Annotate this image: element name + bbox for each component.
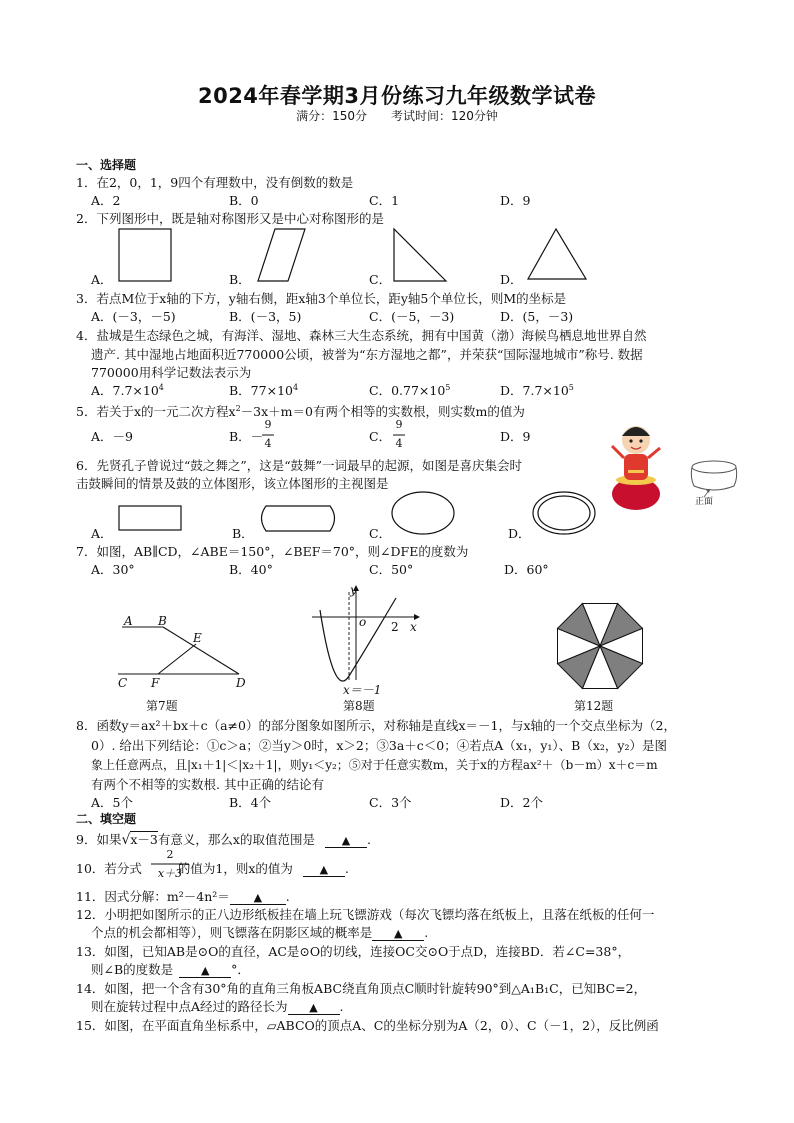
fig7-label-c: C <box>118 676 128 690</box>
q5-c-numerator: 9 <box>395 418 403 431</box>
q4-option-b: B．$77\times 10^4$ <box>229 382 299 398</box>
exam-info: 满分：150分 考试时间：120分钟 <box>296 109 498 123</box>
fig7-label-d: D <box>236 676 246 690</box>
q6-option-c: C． <box>369 526 392 541</box>
q14-answer-blank[interactable]: ▲ <box>288 1001 340 1015</box>
question-4-line-2: 遗产. 其中湿地占地面积近770000公顷，被誉为“东方湿地之都”，并荣获“国际湿地城市”称号. 数据 <box>91 347 643 362</box>
q8-option-d: D．2个 <box>500 795 543 810</box>
q10-answer-blank[interactable]: ▲ <box>303 863 345 877</box>
q1-option-b: B．0 <box>229 193 259 208</box>
page-title: 2024年春学期3月份练习九年级数学试卷 <box>197 84 597 108</box>
question-14-line-1: 14．如图，把一个含有30°角的直角三角板ABC绕直角顶点C顺时针旋转90°到△A₁B₁C，已知BC=2， <box>76 981 647 996</box>
q7-option-c: C．50° <box>369 562 414 577</box>
front-view-label: 正面 <box>695 497 714 507</box>
q2-option-b: B． <box>229 272 251 287</box>
q2-option-c: C． <box>369 272 392 287</box>
question-4-line-3: 770000用科学记数法表示为 <box>91 365 252 380</box>
q4-option-c: C．$0.77\times 10^5$ <box>369 382 451 398</box>
fig7-label-f: F <box>151 676 160 690</box>
q1-option-a: A．2 <box>91 193 121 208</box>
question-12-line-1: 12．小明把如图所示的正八边形纸板挂在墙上玩飞镖游戏（每次飞镖均落在纸板上，且落在纸板的任何一 <box>76 907 655 922</box>
q12-answer-blank[interactable]: ▲ <box>372 927 424 941</box>
q6-option-b: B． <box>232 526 254 541</box>
fig8-label-2: 2 <box>391 620 399 634</box>
q10-denominator: x＋3 <box>157 867 183 880</box>
question-10: 10．若分式 的值为1，则x的值为 ▲ . <box>76 861 349 876</box>
q3-option-d: D．(5，－3) <box>500 309 574 324</box>
q13-answer-blank[interactable]: ▲ <box>179 964 231 978</box>
q8-option-a: A．5个 <box>91 795 133 810</box>
q7-option-a: A．30° <box>91 562 135 577</box>
question-11: 11．因式分解：m²－4n²＝ ▲ . <box>76 889 290 904</box>
q10-numerator: 2 <box>166 848 174 861</box>
fig7-label-b: B <box>158 614 167 628</box>
q8-option-b: B．4个 <box>229 795 272 810</box>
fig8-axis-label: x＝－1 <box>343 683 382 697</box>
q6-option-d: D． <box>508 526 531 541</box>
q2-option-a: A． <box>91 272 113 287</box>
fig7-label-e: E <box>193 631 202 645</box>
q3-option-a: A．(－3，－5) <box>91 309 176 324</box>
q8-option-c: C．3个 <box>369 795 412 810</box>
section-choice-title: 一、选择题 <box>76 158 137 172</box>
fig8-label-o: o <box>359 615 367 629</box>
question-15: 15．如图，在平面直角坐标系中，▱ABCO的顶点A、C的坐标分别为A（2，0）、C（－1，2），反比例函 <box>76 1018 659 1033</box>
q5-option-c: C． <box>369 429 392 444</box>
q9-answer-blank[interactable]: ▲ <box>325 834 367 848</box>
q3-option-b: B．(－3，5) <box>229 309 302 324</box>
q4-option-d: D．$7.7\times 10^5$ <box>500 382 574 398</box>
question-6-line-1: 6．先贤孔子曾说过“鼓之舞之”，这是“鼓舞”一词最早的起源，如图是喜庆集会时 <box>76 458 523 473</box>
question-3: 3．若点M位于x轴的下方，y轴右侧，距x轴3个单位长，距y轴5个单位长，则M的坐标是 <box>76 291 567 306</box>
q5-b-denominator: 4 <box>264 437 272 450</box>
section-fill-title: 二、填空题 <box>76 812 137 826</box>
question-8-line-3: 象上任意两点，且|x₁＋1|＜|x₂＋1|，则y₁＜y₂；⑤对于任意实数m，关于x的方程ax²＋（b－m）x＋c＝m <box>91 758 658 772</box>
question-7: 7．如图，AB∥CD，∠ABE＝150°，∠BEF＝70°，则∠DFE的度数为 <box>76 544 469 559</box>
q11-answer-blank[interactable]: ▲ <box>230 891 286 905</box>
question-13-line-2: 则∠B的度数是 ▲ °． <box>91 962 250 977</box>
question-1: 1．在2，0，1，9四个有理数中，没有倒数的数是 <box>76 175 354 190</box>
question-2: 2．下列图形中，既是轴对称图形又是中心对称图形的是 <box>76 211 384 226</box>
question-14-line-2: 则在旋转过程中点A经过的路径长为 ▲ . <box>91 999 344 1014</box>
question-13-line-1: 13．如图，已知AB是⊙O的直径，AC是⊙O的切线，连接OC交⊙O于点D，连接BD．若∠C=38°， <box>76 944 631 959</box>
q7-option-b: B．40° <box>229 562 273 577</box>
question-6-line-2: 击鼓瞬间的情景及鼓的立体图形，该立体图形的主视图是 <box>76 476 389 491</box>
question-12-line-2: 个点的机会都相等），则飞镖落在阴影区域的概率是 ▲ . <box>91 925 429 940</box>
fig12-caption: 第12题 <box>574 699 614 713</box>
q6-option-a: A． <box>91 526 113 541</box>
q2-option-d: D． <box>500 272 523 287</box>
question-8-line-4: 有两个不相等的实数根. 其中正确的结论有 <box>91 777 324 792</box>
q3-option-c: C．(－5，－3) <box>369 309 455 324</box>
q5-b-numerator: 9 <box>264 418 272 431</box>
fig8-label-y: y <box>350 583 357 597</box>
fig7-label-a: A <box>124 614 133 628</box>
question-8-line-1: 8．函数y＝ax²＋bx＋c（a≠0）的部分图象如图所示，对称轴是直线x＝－1，与x轴的一个交点坐标为（2， <box>76 718 676 733</box>
q5-c-denominator: 4 <box>395 437 403 450</box>
q4-option-a: A．$7.7\times 10^4$ <box>91 382 164 398</box>
q5-option-d: D．9 <box>500 429 531 444</box>
fig7-caption: 第7题 <box>146 699 178 713</box>
q7-option-d: D．60° <box>504 562 549 577</box>
q5-option-a: A．－9 <box>91 429 133 444</box>
question-5: 5．若关于x的一元二次方程$x^2-3x+m=0$有两个相等的实数根，则实数m的值为 <box>76 403 525 419</box>
q1-option-c: C．1 <box>369 193 400 208</box>
q1-option-d: D．9 <box>500 193 531 208</box>
fig8-label-x: x <box>410 620 417 634</box>
question-4-line-1: 4．盐城是生态绿色之城，有海洋、湿地、森林三大生态系统，拥有中国黄（渤）海候鸟栖息地世界自然 <box>76 328 647 343</box>
question-9: 9．如果√x－3有意义，那么x的取值范围是 ▲ . <box>76 832 371 848</box>
fig8-caption: 第8题 <box>343 699 375 713</box>
question-8-line-2: 0）. 给出下列结论：①c＞a；②当y＞0时，x＞2；③3a＋c＜0；④若点A（x₁，y₁）、B（x₂，y₂）是图 <box>91 738 667 753</box>
q5-option-b: B．－ <box>229 429 264 444</box>
